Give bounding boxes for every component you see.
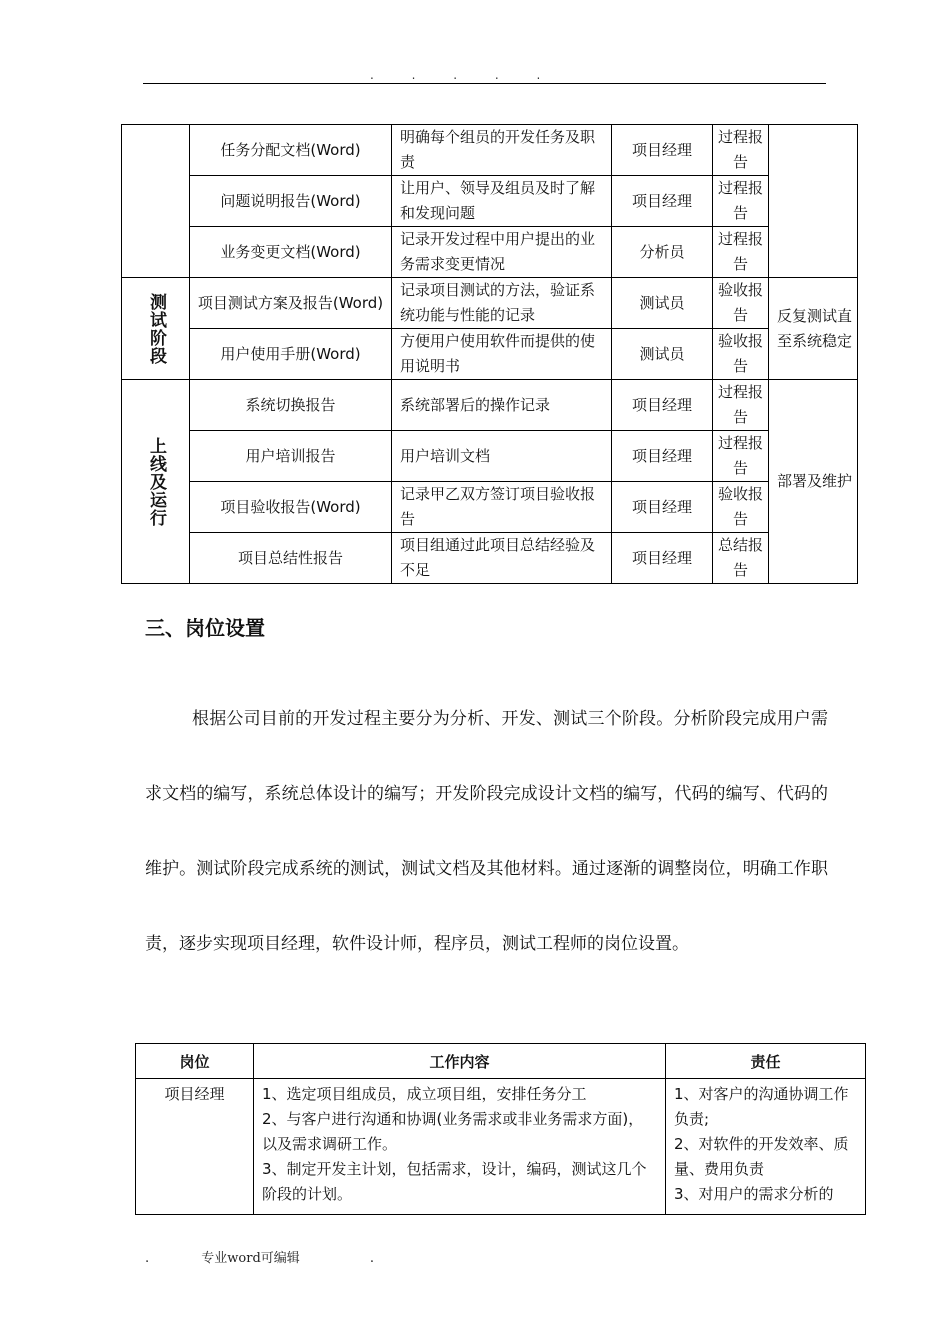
duty-line: 3、对用户的需求分析的: [674, 1185, 834, 1203]
doc-name: 项目总结性报告: [190, 533, 392, 584]
table-row: [122, 278, 858, 329]
post-cell: 项目经理: [136, 1079, 254, 1215]
table-row: [122, 482, 858, 533]
doc-desc: 记录甲乙双方签订项目验收报告: [392, 482, 612, 533]
doc-name: 项目验收报告(Word): [190, 482, 392, 533]
doc-desc: 用户培训文档: [392, 431, 612, 482]
table-row: [122, 533, 858, 584]
stage-document-table: [121, 124, 858, 584]
note-test: 反复测试直至系统稳定: [769, 278, 858, 380]
doc-desc: 让用户、领导及组员及时了解和发现问题: [392, 176, 612, 227]
header-dots: . . . . .: [370, 68, 541, 82]
duty-line: 1、对客户的沟通协调工作负责;: [674, 1085, 849, 1128]
table-row: [136, 1079, 866, 1215]
doc-type: 过程报告: [713, 431, 769, 482]
doc-type: 总结报告: [713, 533, 769, 584]
content-line: 1、选定项目组成员，成立项目组，安排任务分工: [262, 1085, 587, 1103]
table-row: [122, 329, 858, 380]
doc-role: 项目经理: [612, 431, 713, 482]
content-line: 3、制定开发主计划，包括需求，设计，编码，测试这几个阶段的计划。: [262, 1160, 647, 1203]
section-title: 三、岗位设置: [145, 616, 265, 640]
doc-type: 验收报告: [713, 482, 769, 533]
footer-left-dot: .: [145, 1251, 150, 1266]
doc-desc: 记录开发过程中用户提出的业务需求变更情况: [392, 227, 612, 278]
header-post: 岗位: [136, 1044, 254, 1079]
doc-role: 项目经理: [612, 533, 713, 584]
note-launch: 部署及维护: [769, 380, 858, 584]
duty-line: 2、对软件的开发效率、质量、费用负责: [674, 1135, 849, 1178]
table-row: [122, 125, 858, 176]
doc-name: 系统切换报告: [190, 380, 392, 431]
phase-launch-cell: [122, 380, 190, 584]
doc-name: 任务分配文档(Word): [190, 125, 392, 176]
doc-name: 用户使用手册(Word): [190, 329, 392, 380]
table-header-row: [136, 1044, 866, 1079]
doc-name: 业务变更文档(Word): [190, 227, 392, 278]
doc-type: 过程报告: [713, 227, 769, 278]
doc-role: 项目经理: [612, 176, 713, 227]
section-paragraph: 根据公司目前的开发过程主要分为分析、开发、测试三个阶段。分析阶段完成用户需求文档的编写，系统总体设计的编写；开发阶段完成设计文档的编写，代码的编写、代码的维护。测试阶段完成系统的测试，测试文档及其他材料。通过逐渐的调整岗位，明确工作职责，逐步实现项目经理，软件设计师，程序员，测试工程师的岗位设置。: [145, 709, 828, 954]
doc-type: 过程报告: [713, 125, 769, 176]
content-cell: [254, 1079, 666, 1215]
footer-right-dot: .: [369, 1251, 375, 1266]
table-row: [122, 176, 858, 227]
doc-type: 过程报告: [713, 176, 769, 227]
doc-desc: 系统部署后的操作记录: [392, 380, 612, 431]
table-row: [122, 227, 858, 278]
header-rule: [143, 83, 826, 84]
doc-role: 测试员: [612, 278, 713, 329]
content-line: 2、与客户进行沟通和协调(业务需求或非业务需求方面)，以及需求调研工作。: [262, 1110, 644, 1153]
doc-type: 验收报告: [713, 329, 769, 380]
footer-text: 专业word可编辑: [201, 1251, 300, 1266]
doc-type: 验收报告: [713, 278, 769, 329]
doc-desc: 明确每个组员的开发任务及职责: [392, 125, 612, 176]
doc-desc: 项目组通过此项目总结经验及不足: [392, 533, 612, 584]
table-row: [122, 380, 858, 431]
duty-cell: [666, 1079, 866, 1215]
header-duty: 责任: [666, 1044, 866, 1079]
doc-role: 分析员: [612, 227, 713, 278]
doc-name: 项目测试方案及报告(Word): [190, 278, 392, 329]
note-cell-empty: [769, 125, 858, 278]
phase-launch-label: 上线及运行: [146, 436, 166, 527]
role-table: [135, 1043, 866, 1215]
doc-role: 项目经理: [612, 125, 713, 176]
table-row: [122, 431, 858, 482]
phase-cell-empty: [122, 125, 190, 278]
doc-role: 项目经理: [612, 380, 713, 431]
doc-name: 问题说明报告(Word): [190, 176, 392, 227]
doc-desc: 方便用户使用软件而提供的使用说明书: [392, 329, 612, 380]
doc-name: 用户培训报告: [190, 431, 392, 482]
doc-type: 过程报告: [713, 380, 769, 431]
doc-role: 项目经理: [612, 482, 713, 533]
header-content: 工作内容: [254, 1044, 666, 1079]
page-footer: [145, 1247, 374, 1266]
phase-test-label: 测试阶段: [146, 292, 166, 365]
doc-desc: 记录项目测试的方法，验证系统功能与性能的记录: [392, 278, 612, 329]
doc-role: 测试员: [612, 329, 713, 380]
phase-test-cell: [122, 278, 190, 380]
